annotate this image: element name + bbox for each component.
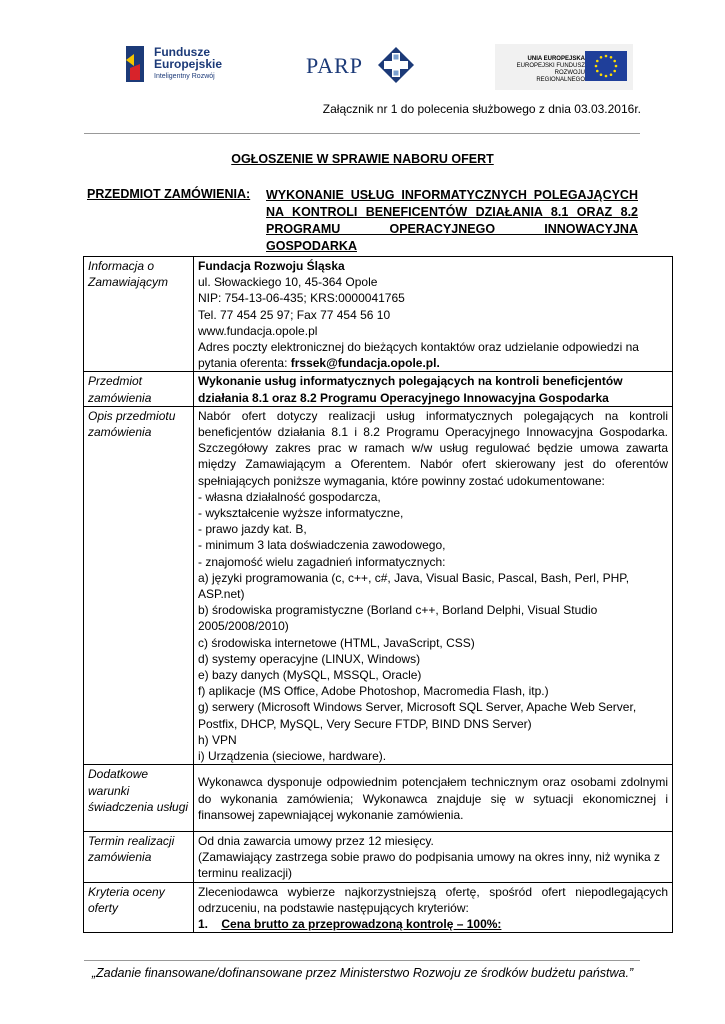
org-website-link[interactable]: www.fundacja.opole.pl (198, 323, 318, 338)
announcement-table (83, 256, 673, 933)
list-item: a) języki programowania (c, c++, c#, Java, Visual Basic, Pascal, Bash, Perl, PHP, ASP.net) (198, 570, 630, 602)
eu-logo-line2: EUROPEJSKI FUNDUSZ (516, 63, 585, 69)
description-intro: Nabór ofert dotyczy realizacji usług informatycznych polegających na kontroli beneficjentów działania 8.1 i 8.2 Programu Operacyjnego Innowacyjna Gospodarka. Szczegółowy zakres prac w ramach w/w usług regulować będzie umowa zawarta między Zamawiającym a Oferentem. Nabór ofert skierowany jest do oferentów spełniających poniższe wymagania, które powinny zostać udokumentowane: (198, 408, 668, 488)
list-item: h) VPN (198, 732, 237, 747)
table-row-additional-conditions (84, 765, 673, 832)
list-item: - prawo jazdy kat. B, (198, 522, 307, 537)
org-ids: NIP: 754-13-06-435; KRS:0000041765 (198, 291, 405, 306)
table-row-description (84, 406, 673, 764)
list-item: - minimum 3 lata doświadczenia zawodowego, (198, 538, 446, 553)
org-email-text: Adres poczty elektronicznej do bieżących kontaktów oraz udzielanie odpowiedzi na pytania oferenta: (198, 340, 639, 371)
page-title: OGŁOSZENIE W SPRAWIE NABORU OFERT (231, 152, 494, 166)
subject-text: WYKONANIE USŁUG INFORMATYCZNYCH POLEGAJĄCYCH NA KONTROLI BENEFICENTÓW DZIAŁANIA 8.1 ORAZ 8.2 PROGRAMU OPERACYJNEGO INNOWACYJNA GOSPODARKA (266, 188, 638, 253)
row-label: Opis przedmiotu zamówienia (84, 406, 194, 764)
footer-note: „Zadanie finansowane/dofinansowane przez Ministerstwo Rozwoju ze środków budżetu państwa.” (91, 966, 634, 980)
eu-logo (495, 44, 633, 90)
table-row-deadline (84, 831, 673, 882)
list-item: - wykształcenie wyższe informatyczne, (198, 506, 404, 521)
row-value (194, 257, 673, 372)
row-value: Wykonanie usług informatycznych polegających na kontroli beneficjentów działania 8.1 oraz 8.2 Programu Operacyjnego Innowacyjna Gospodarka (194, 372, 673, 406)
eu-logo-line1: UNIA EUROPEJSKA (527, 56, 585, 62)
fundusze-europejskie-logo (120, 42, 235, 90)
org-name: Fundacja Rozwoju Śląska (198, 259, 345, 273)
list-item: b) środowiska programistyczne (Borland c++, Borland Delphi, Visual Studio 2005/2008/2010) (198, 603, 598, 634)
list-item: e) bazy danych (MySQL, MSSQL, Oracle) (198, 668, 422, 683)
row-label: Dodatkowe warunki świadczenia usługi (84, 765, 194, 832)
criteria-item (198, 916, 668, 932)
parp-logo (306, 45, 416, 85)
annex-note: Załącznik nr 1 do polecenia służbowego z dnia 03.03.2016r. (322, 102, 641, 116)
eu-logo-line3: ROZWOJU REGIONALNEGO (536, 70, 585, 83)
table-row-criteria (84, 882, 673, 933)
org-phone: Tel. 77 454 25 97; Fax 77 454 56 10 (198, 307, 391, 322)
row-value (194, 765, 673, 832)
row-value (194, 406, 673, 764)
row-label: Kryteria oceny oferty (84, 882, 194, 933)
subject-label: PRZEDMIOT ZAMÓWIENIA: (87, 187, 251, 201)
list-item: g) serwery (Microsoft Windows Server, Microsoft SQL Server, Apache Web Server, Postfix, DHCP, MySQL, Very Secure FTDP, BIND DNS Server) (198, 700, 637, 731)
criteria-text: Zleceniodawca wybierze najkorzystniejszą ofertę, spośród ofert niepodlegających odrzuceniu, na podstawie następujących kryteriów: (198, 884, 668, 915)
table-row-ordering-party (84, 257, 673, 372)
fe-logo-symbol-icon (120, 44, 150, 84)
header-divider (84, 133, 640, 134)
eu-flag-icon (585, 51, 627, 81)
fe-logo-line2: Europejskie (154, 57, 223, 71)
row-label: Termin realizacji zamówienia (84, 831, 194, 882)
deadline-line1: Od dnia zawarcia umowy przez 12 miesięcy. (198, 833, 434, 848)
table-row-subject (84, 372, 673, 406)
list-item: - własna działalność gospodarcza, (198, 489, 381, 504)
row-value (194, 882, 673, 933)
org-address: ul. Słowackiego 10, 45-364 Opole (198, 275, 378, 290)
list-item: c) środowiska internetowe (HTML, JavaScript, CSS) (198, 635, 475, 650)
parp-logo-symbol-icon (378, 47, 414, 83)
fe-logo-line3: Inteligentny Rozwój (154, 73, 215, 80)
footer-divider (84, 960, 640, 961)
fe-logo-line1: Fundusze (154, 45, 210, 59)
list-item: - znajomość wielu zagadnień informatycznych: (198, 554, 446, 569)
deadline-line2: (Zamawiający zastrzega sobie prawo do podpisania umowy na okres inny, niż wynika z terminu realizacji) (198, 850, 660, 881)
list-item: d) systemy operacyjne (LINUX, Windows) (198, 651, 421, 666)
conditions-text: Wykonawca dysponuje odpowiednim potencjałem technicznym oraz osobami zdolnymi do wykonania zamówienia; Wykonawca znajduje się w sytuacji ekonomicznej i finansowej zapewniającej wykonanie zamówienia. (198, 775, 668, 822)
parp-logo-text: PARP (306, 53, 364, 78)
criteria-number: 1. (198, 916, 209, 931)
row-value (194, 831, 673, 882)
row-label: Informacja o Zamawiającym (84, 257, 194, 372)
org-email-link[interactable]: frssek@fundacja.opole.pl. (290, 356, 440, 371)
row-label: Przedmiot zamówienia (84, 372, 194, 406)
criteria-item-text: Cena brutto za przeprowadzoną kontrolę – 100%: (221, 916, 502, 931)
list-item: f) aplikacje (MS Office, Adobe Photoshop, Macromedia Flash, itp.) (198, 684, 549, 699)
list-item: i) Urządzenia (sieciowe, hardware). (198, 749, 387, 764)
